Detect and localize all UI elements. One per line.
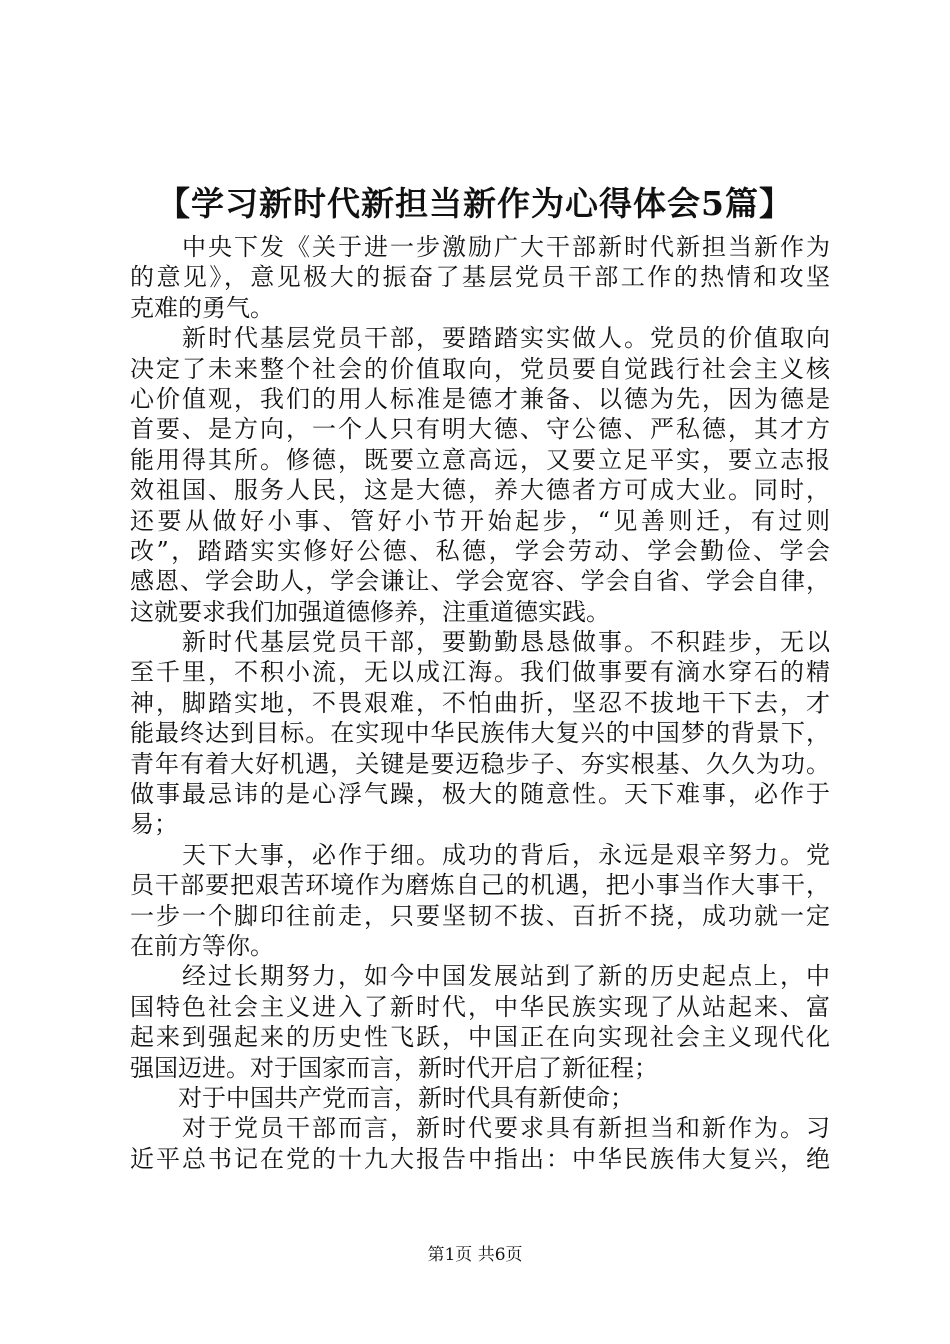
text-line: 的意见》，意见极大的振奋了基层党员干部工作的热情和攻坚	[130, 263, 830, 292]
text-line: 能最终达到目标。在实现中华民族伟大复兴的中国梦的背景下，	[130, 719, 830, 748]
text-line: 心价值观，我们的用人标准是德才兼备、以德为先，因为德是	[130, 384, 830, 413]
text-line: 经过长期努力，如今中国发展站到了新的历史起点上，中	[182, 962, 830, 991]
text-line: 天下大事，必作于细。成功的背后，永远是艰辛努力。党	[182, 840, 830, 869]
text-line: 决定了未来整个社会的价值取向，党员要自觉践行社会主义核	[130, 354, 830, 383]
text-line: 对于党员干部而言，新时代要求具有新担当和新作为。习	[182, 1114, 830, 1143]
text-line: 一步一个脚印往前走，只要坚韧不拔、百折不挠，成功就一定	[130, 901, 830, 930]
text-line: 这就要求我们加强道德修养，注重道德实践。	[130, 597, 610, 626]
text-line: 还要从做好小事、管好小节开始起步，“见善则迁，有过则	[130, 506, 830, 535]
text-line: 国特色社会主义进入了新时代，中华民族实现了从站起来、富	[130, 992, 830, 1021]
text-line: 青年有着大好机遇，关键是要迈稳步子、夯实根基、久久为功。	[130, 749, 830, 778]
text-line: 员干部要把艰苦环境作为磨炼自己的机遇，把小事当作大事干，	[130, 871, 830, 900]
text-line: 做事最忌讳的是心浮气躁，极大的随意性。天下难事，必作于	[130, 780, 830, 809]
text-line: 至千里，不积小流，无以成江海。我们做事要有滴水穿石的精	[130, 658, 830, 687]
text-line: 克难的勇气。	[130, 293, 274, 322]
text-line: 对于中国共产党而言，新时代具有新使命；	[178, 1083, 634, 1112]
page-indicator: 第1页 共6页	[427, 1245, 523, 1265]
text-line: 在前方等你。	[130, 931, 274, 960]
text-line: 近平总书记在党的十九大报告中指出：中华民族伟大复兴，绝	[130, 1144, 830, 1173]
text-line: 起来到强起来的历史性飞跃，中国正在向实现社会主义现代化	[130, 1023, 830, 1052]
document-body	[130, 232, 830, 1174]
text-line: 神，脚踏实地，不畏艰难，不怕曲折，坚忍不拔地干下去，才	[130, 688, 830, 717]
text-line: 能用得其所。修德，既要立意高远，又要立足平实，要立志报	[130, 445, 830, 474]
text-line: 改”，踏踏实实修好公德、私德，学会劳动、学会勤俭、学会	[130, 536, 830, 565]
text-line: 感恩、学会助人，学会谦让、学会宽容、学会自省、学会自律，	[130, 567, 830, 596]
text-line: 强国迈进。对于国家而言，新时代开启了新征程；	[130, 1053, 658, 1082]
text-line: 中央下发《关于进一步激励广大干部新时代新担当新作为	[182, 233, 830, 261]
text-line: 新时代基层党员干部，要勤勤恳恳做事。不积跬步，无以	[182, 628, 830, 657]
text-line: 新时代基层党员干部，要踏踏实实做人。党员的价值取向	[182, 324, 830, 353]
document-title: 【学习新时代新担当新作为心得体会5篇】	[157, 184, 793, 223]
text-line: 易；	[130, 810, 178, 839]
text-line: 首要、是方向，一个人只有明大德、守公德、严私德，其才方	[130, 415, 830, 444]
text-line: 效祖国、服务人民，这是大德，养大德者方可成大业。同时，	[130, 476, 830, 505]
